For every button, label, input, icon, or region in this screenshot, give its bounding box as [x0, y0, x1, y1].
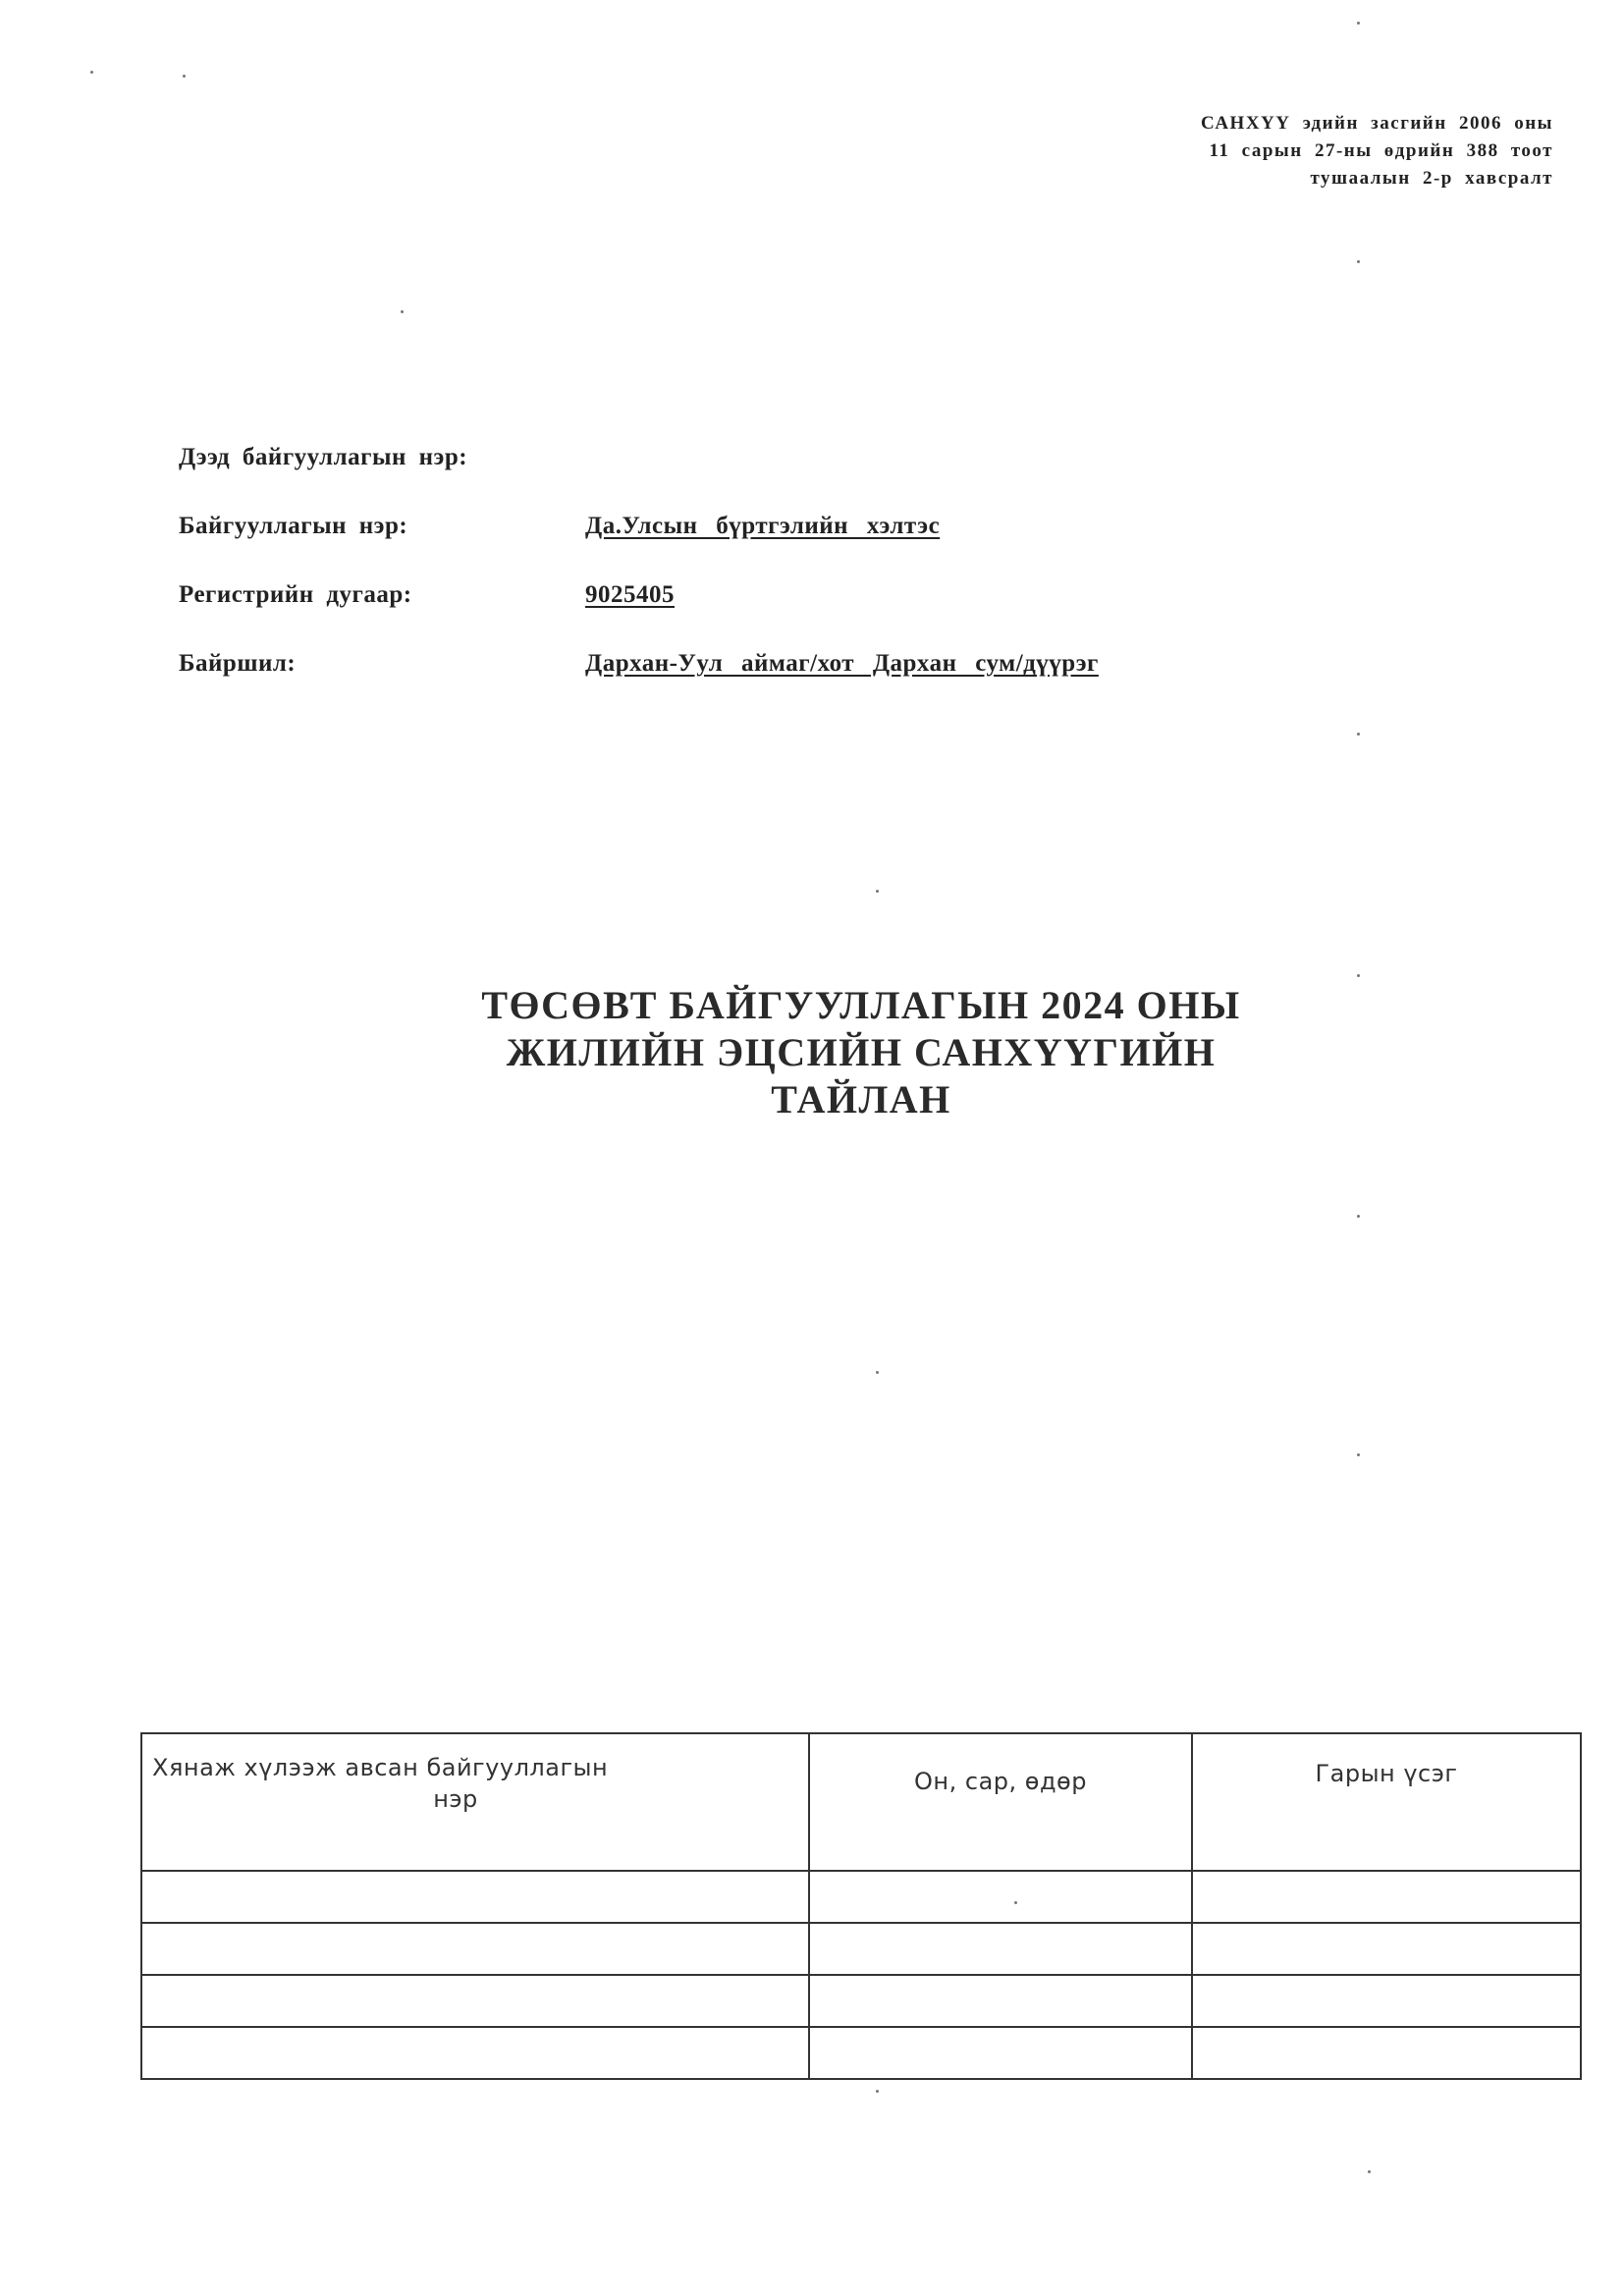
scan-speck	[1357, 974, 1360, 977]
table-row	[141, 1975, 1581, 2027]
location-value: Дархан-Уул аймаг/хот Дархан сум/дүүрэг	[585, 650, 1099, 677]
blank-cell	[141, 1975, 809, 2027]
scan-speck	[90, 71, 93, 74]
header-reviewing-org-line-2: нэр	[433, 1785, 478, 1813]
header-date: Он, сар, өдөр	[809, 1733, 1192, 1871]
header-signature: Гарын үсэг	[1192, 1733, 1581, 1871]
scan-speck	[876, 1371, 879, 1374]
report-title-line-1: ТӨСӨВТ БАЙГУУЛЛАГЫН 2024 ОНЫ	[481, 983, 1241, 1027]
scan-speck	[1357, 1215, 1360, 1218]
table-row	[141, 1923, 1581, 1975]
review-table-header	[141, 1733, 1581, 1871]
header-reviewing-org	[141, 1733, 809, 1871]
blank-cell	[809, 1871, 1192, 1923]
scan-speck	[876, 2090, 879, 2093]
report-title-line-2: ЖИЛИЙН ЭЦСИЙН САНХҮҮГИЙН	[506, 1030, 1217, 1074]
org-name-value: Да.Улсын бүртгэлийн хэлтэс	[585, 513, 941, 539]
scan-speck	[183, 75, 186, 78]
scan-speck	[1357, 260, 1360, 263]
org-name-label: Байгууллагын нэр:	[179, 513, 408, 539]
review-table	[140, 1732, 1582, 2080]
report-title-line-3: ТАЙЛАН	[771, 1077, 951, 1121]
register-value: 9025405	[585, 581, 675, 608]
report-title	[370, 982, 1352, 1123]
scan-speck	[1014, 1901, 1017, 1904]
reference-line-1: САНХҮҮ эдийн засгийн 2006 оны	[1201, 113, 1553, 134]
blank-cell	[1192, 1871, 1581, 1923]
location-label: Байршил:	[179, 650, 297, 677]
scan-speck	[401, 310, 404, 313]
scan-speck	[876, 890, 879, 893]
table-row	[141, 1871, 1581, 1923]
reference-line-2: 11 сарын 27-ны өдрийн 388 тоот	[1209, 140, 1553, 161]
reference-note	[1201, 110, 1553, 192]
reference-line-3: тушаалын 2-р хавсралт	[1310, 168, 1553, 189]
blank-cell	[1192, 1975, 1581, 2027]
table-row	[141, 2027, 1581, 2079]
scan-speck	[1357, 22, 1360, 25]
blank-cell	[141, 2027, 809, 2079]
scan-speck	[1357, 1453, 1360, 1456]
parent-org-label: Дээд байгууллагын нэр:	[179, 444, 468, 470]
blank-cell	[141, 1923, 809, 1975]
blank-cell	[1192, 2027, 1581, 2079]
blank-cell	[141, 1871, 809, 1923]
register-label: Регистрийн дугаар:	[179, 581, 412, 608]
scan-speck	[1368, 2170, 1371, 2173]
header-reviewing-org-line-1: Хянаж хүлээж авсан байгууллагын	[152, 1754, 609, 1781]
blank-cell	[809, 1923, 1192, 1975]
blank-cell	[809, 1975, 1192, 2027]
blank-cell	[1192, 1923, 1581, 1975]
scan-speck	[1357, 733, 1360, 736]
blank-cell	[809, 2027, 1192, 2079]
